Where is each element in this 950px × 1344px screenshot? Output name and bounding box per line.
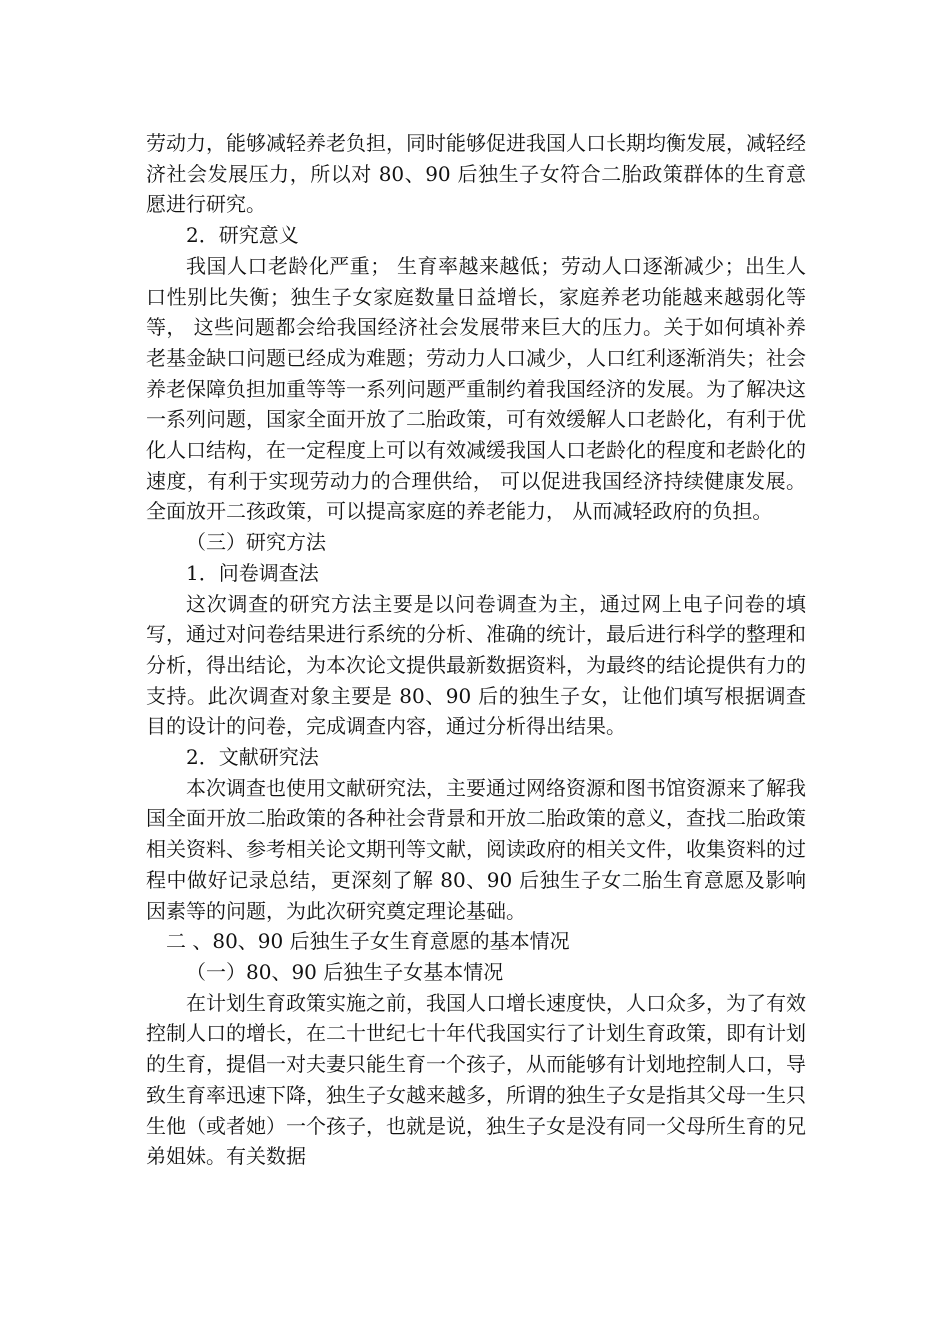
heading-research-significance: 2．研究意义 — [186, 223, 299, 248]
paragraph-basic-situation: 在计划生育政策实施之前，我国人口增长速度快，人口众多，为了有效控制人口的增长，在二十世纪七十年代我国实行了计划生育政策，即有计划的生育，提倡一对夫妻只能生育一个孩子，从而能够有计划地控制人口，导致生育率迅速下降，独生子女越来越多，所谓的独生子女是指其父母一生只生他（或者她）一个孩子，也就是说，独生子女是没有同一父母所生育的兄弟姐妹。有关数据 — [146, 990, 806, 1169]
document-body — [146, 128, 806, 1172]
heading-literature-method: 2．文献研究法 — [186, 745, 319, 770]
heading-research-methods: （三）研究方法 — [186, 530, 326, 555]
heading-questionnaire-method: 1．问卷调查法 — [186, 560, 319, 585]
paragraph-significance: 我国人口老龄化严重； 生育率越来越低；劳动人口逐渐减少；出生人口性别比失衡；独生子女家庭数量日益增长，家庭养老功能越来越弱化等等， 这些问题都会给我国经济社会发展带来巨大的压力。关于如何填补养老基金缺口问题已经成为难题；劳动力人口减少，人口红利逐渐消失；社会养老保障负担加重等等一系列问题严重制约着我国经济的发展。为了解决这一系列问题，国家全面开放了二胎政策，可有效缓解人口老龄化，有利于优化人口结构，在一定程度上可以有效减缓我国人口老龄化的程度和老龄化的速度，有利于实现劳动力的合理供给， 可以促进我国经济持续健康发展。全面放开二孩政策，可以提高家庭的养老能力， 从而减轻政府的负担。 — [146, 253, 806, 524]
paragraph-continuation: 劳动力，能够减轻养老负担，同时能够促进我国人口长期均衡发展，减轻经济社会发展压力，所以对 80、90 后独生子女符合二胎政策群体的生育意愿进行研究。 — [146, 131, 806, 217]
heading-basic-situation: （一）80、90 后独生子女基本情况 — [186, 959, 504, 984]
paragraph-literature: 本次调查也使用文献研究法，主要通过网络资源和图书馆资源来了解我国全面开放二胎政策的各种社会背景和开放二胎政策的意义，查找二胎政策相关资料、参考相关论文期刊等文献，阅读政府的相关文件，收集资料的过程中做好记录总结，更深刻了解 80、90 后独生子女二胎生育意愿及影响因素等的问题，为此次研究奠定理论基础。 — [146, 775, 806, 923]
paragraph-questionnaire: 这次调查的研究方法主要是以问卷调查为主，通过网上电子问卷的填写，通过对问卷结果进行系统的分析、准确的统计，最后进行科学的整理和分析，得出结论，为本次论文提供最新数据资料，为最终的结论提供有力的支持。此次调查对象主要是 80、90 后的独生子女，让他们填写根据调查目的设计的问卷，完成调查内容，通过分析得出结果。 — [146, 591, 806, 739]
heading-section-two: 二 、80、90 后独生子女生育意愿的基本情况 — [166, 929, 570, 954]
